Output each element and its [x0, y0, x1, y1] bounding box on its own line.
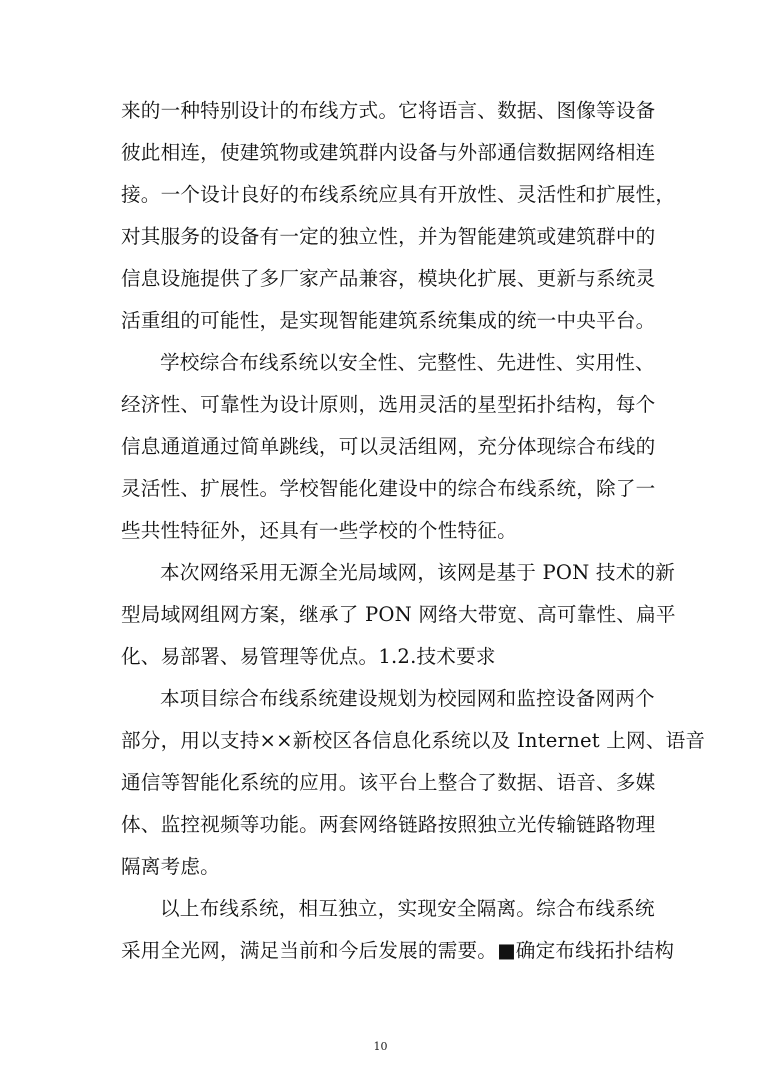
text-line: 接。一个设计良好的布线系统应具有开放性、灵活性和扩展性，: [121, 183, 676, 206]
text-line: 化、易部署、易管理等优点。1.2.技术要求: [121, 645, 496, 668]
text-line: 灵活性、扩展性。学校智能化建设中的综合布线系统，除了一: [121, 477, 656, 500]
text-line: 以上布线系统，相互独立，实现安全隔离。综合布线系统: [160, 897, 655, 920]
text-line: 本次网络采用无源全光局域网，该网是基于 PON 技术的新: [160, 561, 676, 584]
text-line: 本项目综合布线系统建设规划为校园网和监控设备网两个: [160, 687, 655, 710]
text-line: 信息通道通过简单跳线，可以灵活组网，充分体现综合布线的: [121, 435, 656, 458]
text-line: 隔离考虑。: [121, 855, 220, 878]
text-line: 些共性特征外，还具有一些学校的个性特征。: [121, 519, 517, 542]
text-line: 经济性、可靠性为设计原则，选用灵活的星型拓扑结构，每个: [121, 393, 656, 416]
text-line: 活重组的可能性，是实现智能建筑系统集成的统一中央平台。: [121, 309, 656, 332]
text-line: 体、监控视频等功能。两套网络链路按照独立光传输链路物理: [121, 813, 656, 836]
text-line: 部分，用以支持××新校区各信息化系统以及 Internet 上网、语音: [121, 729, 706, 752]
page-number: 10: [373, 1040, 388, 1053]
text-line: 对其服务的设备有一定的独立性，并为智能建筑或建筑群中的: [121, 225, 656, 248]
text-line: 通信等智能化系统的应用。该平台上整合了数据、语音、多媒: [121, 771, 656, 794]
text-line: 学校综合布线系统以安全性、完整性、先进性、实用性、: [160, 351, 655, 374]
text-line: 来的一种特别设计的布线方式。它将语言、数据、图像等设备: [121, 99, 656, 122]
text-line: 信息设施提供了多厂家产品兼容，模块化扩展、更新与系统灵: [121, 267, 656, 290]
text-line: 型局域网组网方案，继承了 PON 网络大带宽、高可靠性、扁平: [121, 603, 676, 626]
text-line: 彼此相连，使建筑物或建筑群内设备与外部通信数据网络相连: [121, 141, 656, 164]
text-line: 采用全光网，满足当前和今后发展的需要。■确定布线拓扑结构: [121, 939, 675, 962]
